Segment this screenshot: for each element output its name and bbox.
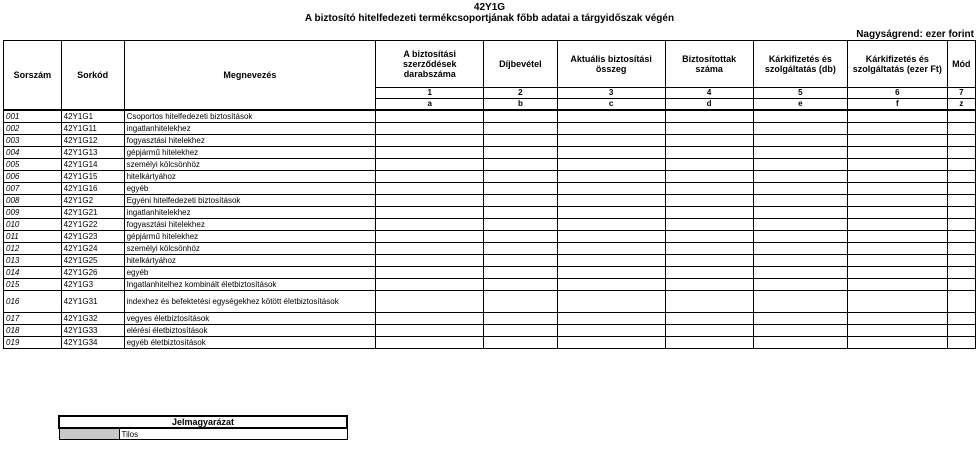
data-cell[interactable]	[947, 195, 975, 207]
column-number: 3	[557, 88, 665, 99]
data-cell[interactable]	[376, 147, 484, 159]
data-cell[interactable]	[753, 135, 847, 147]
data-cell[interactable]	[557, 110, 665, 123]
data-cell[interactable]	[848, 195, 948, 207]
data-cell[interactable]	[848, 183, 948, 195]
data-cell[interactable]	[753, 171, 847, 183]
data-cell[interactable]	[376, 267, 484, 279]
form-code: 42Y1G	[473, 2, 506, 13]
col-header-6: Kárkifizetés és szolgáltatás (ezer Ft)	[848, 41, 948, 88]
table-row	[4, 279, 976, 291]
data-cell[interactable]	[947, 183, 975, 195]
data-cell[interactable]	[947, 255, 975, 267]
data-cell[interactable]	[665, 291, 753, 313]
row-code: 42Y1G14	[61, 159, 124, 171]
data-cell[interactable]	[557, 195, 665, 207]
data-cell[interactable]	[557, 255, 665, 267]
col-header-2: Díjbevétel	[484, 41, 557, 88]
row-number: 017	[4, 313, 62, 325]
data-cell[interactable]	[484, 255, 557, 267]
col-header-megnevezes: Megnevezés	[124, 41, 376, 111]
data-cell[interactable]	[665, 195, 753, 207]
data-cell[interactable]	[665, 219, 753, 231]
row-code: 42Y1G3	[61, 279, 124, 291]
data-cell[interactable]	[557, 243, 665, 255]
data-cell[interactable]	[753, 313, 847, 325]
data-cell[interactable]	[848, 135, 948, 147]
row-name: fogyasztási hitelekhez	[124, 135, 376, 147]
data-cell[interactable]	[484, 231, 557, 243]
row-code: 42Y1G24	[61, 243, 124, 255]
data-cell[interactable]	[947, 135, 975, 147]
col-header-1: A biztosítási szerződések darabszáma	[376, 41, 484, 88]
row-code: 42Y1G31	[61, 291, 124, 313]
data-cell[interactable]	[947, 291, 975, 313]
data-cell[interactable]	[753, 147, 847, 159]
row-number: 009	[4, 207, 62, 219]
row-code: 42Y1G21	[61, 207, 124, 219]
row-code: 42Y1G23	[61, 231, 124, 243]
data-cell[interactable]	[376, 313, 484, 325]
row-code: 42Y1G25	[61, 255, 124, 267]
row-number: 007	[4, 183, 62, 195]
row-number: 008	[4, 195, 62, 207]
row-name: ingatlanhitelekhez	[124, 207, 376, 219]
data-cell[interactable]	[557, 313, 665, 325]
row-code: 42Y1G13	[61, 147, 124, 159]
row-code: 42Y1G11	[61, 123, 124, 135]
data-cell[interactable]	[947, 279, 975, 291]
row-number: 015	[4, 279, 62, 291]
data-cell[interactable]	[557, 337, 665, 349]
row-name: elérési életbiztosítások	[124, 325, 376, 337]
data-cell[interactable]	[947, 123, 975, 135]
column-number: 5	[753, 88, 847, 99]
row-code: 42Y1G32	[61, 313, 124, 325]
data-cell[interactable]	[947, 110, 975, 123]
data-cell[interactable]	[665, 243, 753, 255]
data-cell[interactable]	[753, 231, 847, 243]
data-cell[interactable]	[484, 183, 557, 195]
data-cell[interactable]	[753, 195, 847, 207]
row-code: 42Y1G12	[61, 135, 124, 147]
data-cell[interactable]	[665, 279, 753, 291]
data-cell[interactable]	[848, 159, 948, 171]
data-cell[interactable]	[848, 243, 948, 255]
row-code: 42Y1G26	[61, 267, 124, 279]
data-cell[interactable]	[665, 267, 753, 279]
data-cell[interactable]	[376, 171, 484, 183]
legend-title: Jelmagyarázat	[59, 416, 347, 428]
data-cell[interactable]	[484, 325, 557, 337]
data-cell[interactable]	[665, 123, 753, 135]
data-cell[interactable]	[376, 159, 484, 171]
data-cell[interactable]	[484, 159, 557, 171]
row-name: Ingatlanhitelhez kombinált életbiztosítások	[124, 279, 376, 291]
data-cell[interactable]	[484, 279, 557, 291]
data-cell[interactable]	[484, 171, 557, 183]
column-number: 2	[484, 88, 557, 99]
table-row	[4, 325, 976, 337]
data-cell[interactable]	[848, 110, 948, 123]
data-cell[interactable]	[947, 313, 975, 325]
data-cell[interactable]	[753, 219, 847, 231]
data-cell[interactable]	[947, 171, 975, 183]
row-name: hitelkártyához	[124, 171, 376, 183]
row-name: vegyes életbiztosítások	[124, 313, 376, 325]
data-cell[interactable]	[665, 337, 753, 349]
column-letter: f	[848, 99, 948, 111]
data-cell[interactable]	[665, 135, 753, 147]
data-cell[interactable]	[848, 291, 948, 313]
data-cell[interactable]	[848, 337, 948, 349]
data-cell[interactable]	[848, 255, 948, 267]
column-number: 6	[848, 88, 948, 99]
data-cell[interactable]	[484, 110, 557, 123]
data-cell[interactable]	[557, 171, 665, 183]
data-cell[interactable]	[753, 267, 847, 279]
data-table	[3, 40, 976, 349]
data-cell[interactable]	[848, 313, 948, 325]
column-number: 4	[665, 88, 753, 99]
row-code: 42Y1G2	[61, 195, 124, 207]
data-cell[interactable]	[753, 255, 847, 267]
data-cell[interactable]	[848, 147, 948, 159]
data-cell[interactable]	[557, 279, 665, 291]
data-cell[interactable]	[557, 267, 665, 279]
table-row	[4, 313, 976, 325]
data-cell[interactable]	[848, 231, 948, 243]
row-number: 001	[4, 110, 62, 123]
row-code: 42Y1G22	[61, 219, 124, 231]
column-letter: d	[665, 99, 753, 111]
data-cell[interactable]	[376, 231, 484, 243]
table-row	[4, 147, 976, 159]
col-header-7: Mód	[947, 41, 975, 88]
table-row	[4, 231, 976, 243]
row-number: 006	[4, 171, 62, 183]
legend-swatch	[59, 428, 119, 440]
col-header-4: Biztosítottak száma	[665, 41, 753, 88]
data-cell[interactable]	[484, 313, 557, 325]
data-cell[interactable]	[947, 325, 975, 337]
data-cell[interactable]	[557, 325, 665, 337]
data-cell[interactable]	[557, 291, 665, 313]
row-number: 004	[4, 147, 62, 159]
data-cell[interactable]	[557, 231, 665, 243]
data-cell[interactable]	[665, 110, 753, 123]
data-cell[interactable]	[376, 135, 484, 147]
data-cell[interactable]	[557, 183, 665, 195]
data-cell[interactable]	[947, 159, 975, 171]
data-cell[interactable]	[557, 159, 665, 171]
data-cell[interactable]	[665, 147, 753, 159]
data-cell[interactable]	[848, 267, 948, 279]
row-name: egyéb	[124, 267, 376, 279]
row-name: személyi kölcsönhöz	[124, 159, 376, 171]
data-cell[interactable]	[848, 219, 948, 231]
data-cell[interactable]	[665, 231, 753, 243]
data-cell[interactable]	[753, 243, 847, 255]
data-cell[interactable]	[665, 159, 753, 171]
data-cell[interactable]	[484, 123, 557, 135]
data-cell[interactable]	[484, 207, 557, 219]
data-cell[interactable]	[947, 219, 975, 231]
data-cell[interactable]	[376, 123, 484, 135]
form-title: A biztosító hitelfedezeti termékcsoportjának főbb adatai a tárgyidőszak végén	[304, 13, 675, 24]
table-row	[4, 159, 976, 171]
col-header-sorszam: Sorszám	[4, 41, 62, 111]
data-cell[interactable]	[376, 325, 484, 337]
data-cell[interactable]	[376, 243, 484, 255]
data-cell[interactable]	[665, 183, 753, 195]
data-cell[interactable]	[484, 195, 557, 207]
data-cell[interactable]	[753, 291, 847, 313]
data-cell[interactable]	[484, 219, 557, 231]
data-cell[interactable]	[665, 171, 753, 183]
data-cell[interactable]	[753, 207, 847, 219]
row-number: 016	[4, 291, 62, 313]
legend-tilos-label: Tilos	[119, 428, 347, 440]
table-row	[4, 255, 976, 267]
data-cell[interactable]	[557, 207, 665, 219]
row-number: 011	[4, 231, 62, 243]
data-cell[interactable]	[947, 337, 975, 349]
row-name: Csoportos hitelfedezeti biztosítások	[124, 110, 376, 123]
data-cell[interactable]	[848, 171, 948, 183]
data-cell[interactable]	[848, 279, 948, 291]
row-name: egyéb	[124, 183, 376, 195]
data-cell[interactable]	[376, 183, 484, 195]
column-letter: b	[484, 99, 557, 111]
legend	[58, 415, 348, 440]
data-cell[interactable]	[753, 279, 847, 291]
row-name: egyéb életbiztosítások	[124, 337, 376, 349]
table-row	[4, 291, 976, 313]
data-cell[interactable]	[484, 147, 557, 159]
row-code: 42Y1G15	[61, 171, 124, 183]
data-cell[interactable]	[665, 325, 753, 337]
data-cell[interactable]	[484, 243, 557, 255]
column-letter: c	[557, 99, 665, 111]
table-row	[4, 183, 976, 195]
data-cell[interactable]	[376, 110, 484, 123]
data-cell[interactable]	[376, 219, 484, 231]
data-cell[interactable]	[848, 207, 948, 219]
row-number: 018	[4, 325, 62, 337]
row-name: hitelkártyához	[124, 255, 376, 267]
table-row	[4, 135, 976, 147]
data-cell[interactable]	[376, 279, 484, 291]
row-name: gépjármű hitelekhez	[124, 231, 376, 243]
data-cell[interactable]	[753, 337, 847, 349]
row-number: 003	[4, 135, 62, 147]
row-number: 002	[4, 123, 62, 135]
data-cell[interactable]	[947, 147, 975, 159]
data-cell[interactable]	[753, 110, 847, 123]
data-cell[interactable]	[753, 123, 847, 135]
row-name: személyi kölcsönhöz	[124, 243, 376, 255]
row-name: Egyéni hitelfedezeti biztosítások	[124, 195, 376, 207]
data-cell[interactable]	[557, 123, 665, 135]
table-row	[4, 123, 976, 135]
data-cell[interactable]	[753, 325, 847, 337]
data-cell[interactable]	[376, 195, 484, 207]
table-row	[4, 195, 976, 207]
data-cell[interactable]	[665, 313, 753, 325]
data-cell[interactable]	[753, 183, 847, 195]
table-row	[4, 171, 976, 183]
data-cell[interactable]	[557, 135, 665, 147]
unit-label: Nagyságrend: ezer forint	[856, 29, 974, 40]
data-cell[interactable]	[665, 255, 753, 267]
data-cell[interactable]	[947, 231, 975, 243]
data-cell[interactable]	[484, 135, 557, 147]
row-number: 019	[4, 337, 62, 349]
row-number: 010	[4, 219, 62, 231]
data-cell[interactable]	[376, 207, 484, 219]
data-cell[interactable]	[947, 207, 975, 219]
table-row	[4, 267, 976, 279]
row-number: 013	[4, 255, 62, 267]
col-header-3: Aktuális biztosítási összeg	[557, 41, 665, 88]
data-cell[interactable]	[557, 219, 665, 231]
row-number: 014	[4, 267, 62, 279]
column-letter: e	[753, 99, 847, 111]
data-cell[interactable]	[376, 291, 484, 313]
col-header-5: Kárkifizetés és szolgáltatás (db)	[753, 41, 847, 88]
row-name: fogyasztási hitelekhez	[124, 219, 376, 231]
data-cell[interactable]	[947, 267, 975, 279]
row-code: 42Y1G1	[61, 110, 124, 123]
table-row	[4, 207, 976, 219]
data-cell[interactable]	[376, 255, 484, 267]
data-cell[interactable]	[753, 159, 847, 171]
row-code: 42Y1G34	[61, 337, 124, 349]
data-cell[interactable]	[665, 207, 753, 219]
table-row	[4, 337, 976, 349]
data-cell[interactable]	[484, 267, 557, 279]
row-code: 42Y1G33	[61, 325, 124, 337]
row-name: ingatlanhitelekhez	[124, 123, 376, 135]
row-name: indexhez és befektetési egységekhez kötött életbiztosítások	[124, 291, 376, 313]
data-cell[interactable]	[484, 337, 557, 349]
data-cell[interactable]	[947, 243, 975, 255]
data-cell[interactable]	[557, 147, 665, 159]
row-number: 012	[4, 243, 62, 255]
data-cell[interactable]	[848, 325, 948, 337]
col-header-sorkod: Sorkód	[61, 41, 124, 111]
table-row	[4, 219, 976, 231]
row-name: gépjármű hitelekhez	[124, 147, 376, 159]
column-number: 7	[947, 88, 975, 99]
row-code: 42Y1G16	[61, 183, 124, 195]
column-letter: z	[947, 99, 975, 111]
column-letter: a	[376, 99, 484, 111]
column-number: 1	[376, 88, 484, 99]
data-cell[interactable]	[376, 337, 484, 349]
row-number: 005	[4, 159, 62, 171]
table-row	[4, 243, 976, 255]
table-row	[4, 110, 976, 123]
data-cell[interactable]	[848, 123, 948, 135]
data-cell[interactable]	[484, 291, 557, 313]
